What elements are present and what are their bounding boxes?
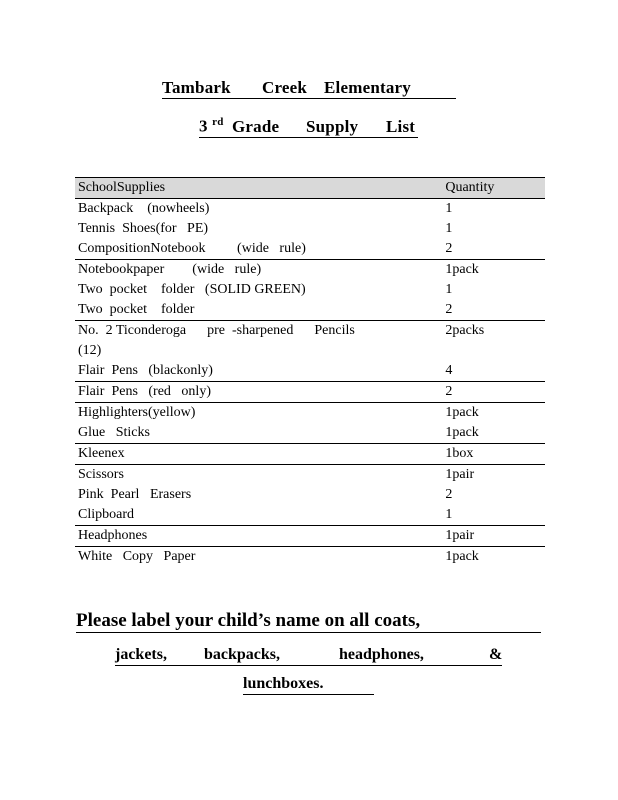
title-word: Elementary: [324, 78, 411, 97]
table-row: [75, 199, 545, 220]
table-row: [75, 321, 545, 362]
label-reminder-line2: [115, 645, 502, 666]
item-cell: Two pocket folder (SOLID GREEN): [78, 282, 306, 297]
quantity-cell: 1pack: [445, 262, 479, 277]
table-row: [75, 505, 545, 526]
reminder-word: jackets,: [115, 646, 167, 663]
quantity-cell: 1pack: [445, 405, 479, 420]
item-cell: Highlighters(yellow): [78, 405, 196, 420]
item-cell: Headphones: [75, 526, 441, 547]
title-word: Supply: [306, 116, 359, 136]
item-cell: Pink Pearl Erasers: [78, 487, 192, 502]
item-cell: No. 2 Ticonderoga pre -sharpened Pencils (12): [78, 323, 355, 358]
quantity-cell: 1pack: [441, 423, 545, 444]
title-word: Grade: [232, 116, 280, 136]
quantity-cell: 1pack: [445, 549, 479, 564]
table-row: [75, 485, 545, 505]
table-row: [75, 547, 545, 568]
grade-number: [199, 116, 232, 137]
table-row: [75, 219, 545, 239]
item-cell: Flair Pens (red only): [75, 382, 441, 403]
quantity-cell: 1pair: [445, 467, 475, 482]
item-cell: Glue Sticks: [75, 423, 441, 444]
table-row: [75, 280, 545, 300]
item-cell: Flair Pens (blackonly): [75, 361, 441, 382]
quantity-cell: 2: [441, 300, 545, 321]
table-row: [75, 260, 545, 281]
label-reminder-line3: lunchboxes.: [243, 674, 374, 695]
table-row: [75, 403, 545, 424]
table-row: [75, 361, 545, 382]
item-cell: White Copy Paper: [78, 549, 196, 564]
reminder-word: headphones,: [339, 646, 424, 663]
quantity-cell: 2packs: [445, 323, 485, 338]
title-word: Tambark: [162, 78, 231, 97]
quantity-cell: 1: [445, 201, 453, 216]
reminder-word: backpacks,: [204, 646, 281, 663]
quantity-cell: 1box: [441, 444, 545, 465]
table-row: [75, 444, 545, 465]
quantity-cell: 1pair: [441, 526, 545, 547]
title-word: List: [386, 116, 416, 136]
table-row: [75, 239, 545, 260]
item-cell: CompositionNotebook (wide rule): [75, 239, 441, 260]
school-title: [162, 78, 456, 99]
list-title: [199, 116, 418, 138]
quantity-cell: 1: [445, 221, 453, 236]
quantity-cell: 2: [445, 487, 453, 502]
table-row: [75, 300, 545, 321]
quantity-cell: 4: [441, 361, 545, 382]
item-cell: Two pocket folder: [75, 300, 441, 321]
supply-table: [75, 177, 545, 567]
column-header-item: SchoolSupplies: [75, 178, 441, 199]
quantity-cell: 1: [445, 282, 453, 297]
table-row: [75, 526, 545, 547]
quantity-cell: 2: [441, 382, 545, 403]
title-word: Creek: [262, 78, 308, 97]
table-row: [75, 423, 545, 444]
table-row: [75, 465, 545, 486]
reminder-word: &: [489, 646, 503, 663]
grade-digit: 3: [199, 116, 208, 136]
item-cell: Backpack (nowheels): [78, 201, 210, 216]
grade-suffix: rd: [212, 116, 224, 128]
item-cell: Tennis Shoes(for PE): [78, 221, 209, 236]
table-row: [75, 382, 545, 403]
column-header-quantity: Quantity: [441, 178, 545, 199]
quantity-cell: 2: [441, 239, 545, 260]
table-header-row: [75, 178, 545, 199]
item-cell: Notebookpaper (wide rule): [78, 262, 262, 277]
item-cell: Scissors: [78, 467, 124, 482]
item-cell: Clipboard: [75, 505, 441, 526]
item-cell: Kleenex: [75, 444, 441, 465]
label-reminder-line1: Please label your child’s name on all coats,: [76, 610, 541, 633]
quantity-cell: 1: [441, 505, 545, 526]
